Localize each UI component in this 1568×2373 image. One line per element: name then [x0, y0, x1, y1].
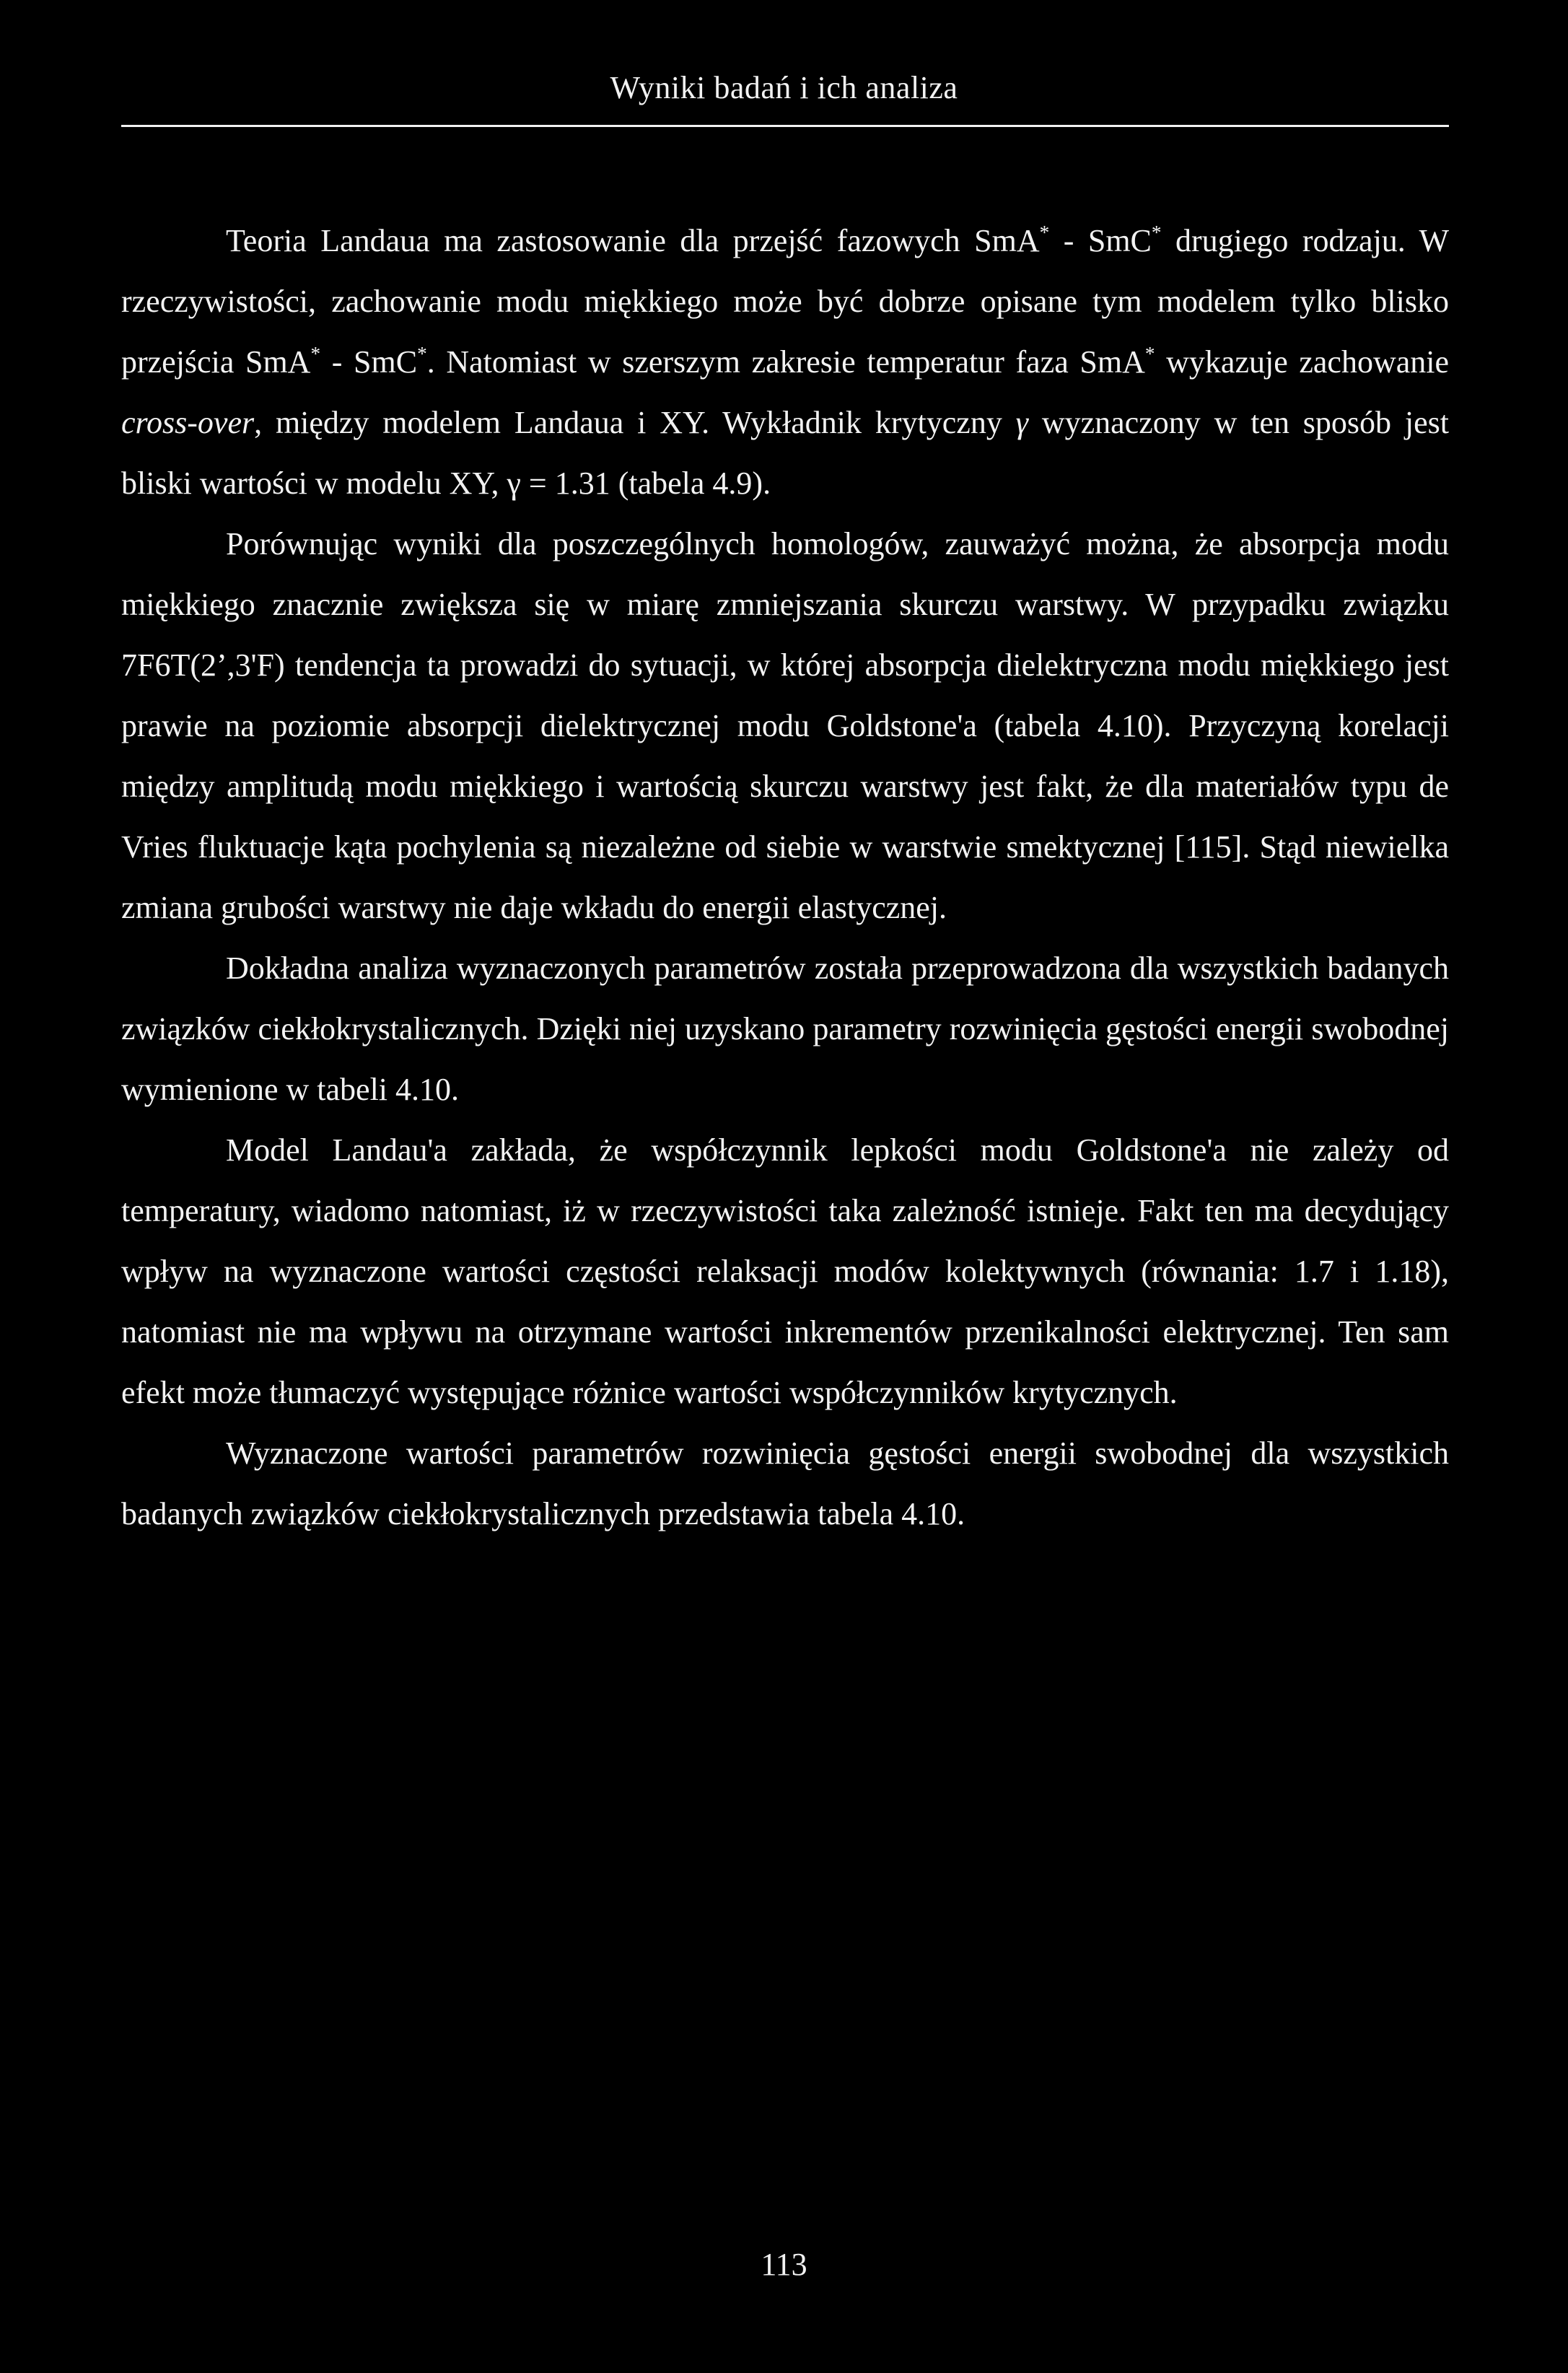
paragraph-4: Model Landau'a zakłada, że współczynnik lepkości modu Goldstone'a nie zależy od temperatury, wiadomo natomiast, iż w rzeczywistości taka zależność istnieje. Fakt ten ma decydujący wpływ na wyznaczone wartości częstości relaksacji modów kolektywnych (równania: 1.7 i 1.18), natomiast nie ma wpływu na otrzymane wartości inkrementów przenikalności elektrycznej. Ten sam efekt może tłumaczyć występujące różnice wartości współczynników krytycznych. — [121, 1132, 1449, 1410]
paragraph-1-text: Teoria Landaua ma zastosowanie dla przejść fazowych SmA — [226, 223, 1040, 258]
header-rule — [121, 125, 1449, 127]
page-number: 113 — [761, 2247, 807, 2282]
gamma-symbol: γ — [1015, 405, 1028, 440]
paragraph-1-text: . Natomiast w szerszym zakresie temperatur faza SmA — [426, 344, 1145, 380]
italic-term: cross-over — [121, 405, 255, 440]
superscript-asterisk: * — [1144, 343, 1155, 365]
paragraph-1-text: , między modelem Landaua i XY. Wykładnik krytyczny — [254, 405, 1016, 440]
superscript-asterisk: * — [310, 343, 321, 365]
paragraph-1 — [121, 211, 1449, 514]
superscript-asterisk: * — [1039, 222, 1050, 244]
paragraph-1-text: wyznaczony w ten sposób jest bliski wartości w modelu XY, γ = 1.31 (tabela 4.9). — [121, 405, 1449, 501]
paragraph-3: Dokładna analiza wyznaczonych parametrów została przeprowadzona dla wszystkich badanych związków ciekłokrystalicznych. Dzięki niej uzyskano parametry rozwinięcia gęstości energii swobodnej wymienione w tabeli 4.10. — [121, 950, 1449, 1107]
running-header: Wyniki badań i ich analiza — [610, 70, 958, 105]
paragraph-1-text: wykazuje zachowanie — [1155, 344, 1450, 380]
paragraph-1-text: - SmC — [1049, 223, 1152, 258]
paragraph-2: Porównując wyniki dla poszczególnych homologów, zauważyć można, że absorpcja modu miękkiego znacznie zwiększa się w miarę zmniejszania skurczu warstwy. W przypadku związku 7F6T(2’,3'F) tendencja ta prowadzi do sytuacji, w której absorpcja dielektryczna modu miękkiego jest prawie na poziomie absorpcji dielektrycznej modu Goldstone'a (tabela 4.10). Przyczyną korelacji między amplitudą modu miękkiego i wartością skurczu warstwy jest fakt, że dla materiałów typu de Vries fluktuacje kąta pochylenia są niezależne od siebie w warstwie smektycznej [115]. Stąd niewielka zmiana grubości warstwy nie daje wkładu do energii elastycznej. — [121, 526, 1449, 925]
body-text — [121, 211, 1449, 1544]
paragraph-1-text: drugiego rodzaju. W rzeczywistości, zachowanie modu miękkiego może być dobrze opisane tym modelem tylko blisko przejścia SmA — [121, 223, 1449, 380]
superscript-asterisk: * — [1151, 222, 1162, 244]
paragraph-1-text: - SmC — [320, 344, 418, 380]
superscript-asterisk: * — [417, 343, 427, 365]
paragraph-5: Wyznaczone wartości parametrów rozwinięcia gęstości energii swobodnej dla wszystkich badanych związków ciekłokrystalicznych przedstawia tabela 4.10. — [121, 1435, 1449, 1531]
